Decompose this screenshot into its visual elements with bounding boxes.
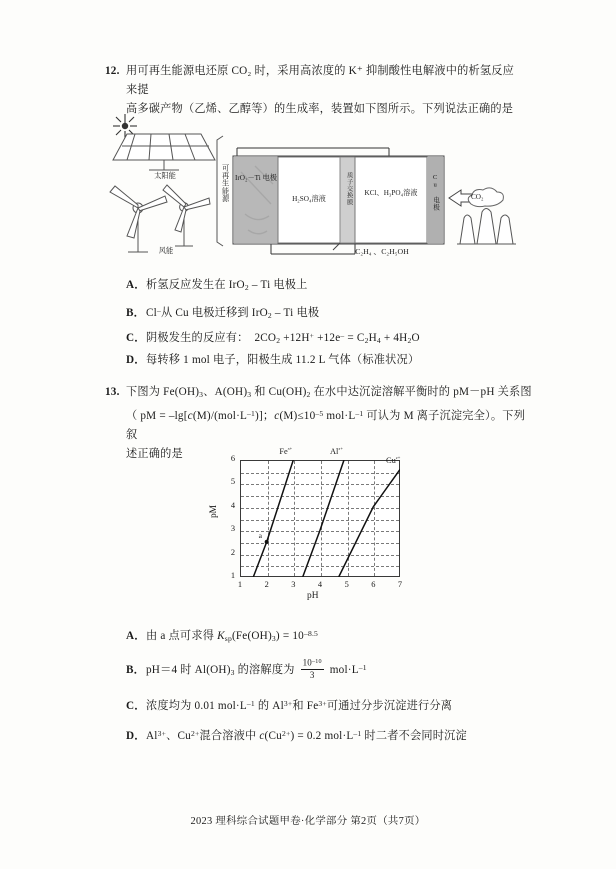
chart-ytick: 5 xyxy=(230,477,235,487)
chart-series-label: $Al^{^{3+}}$ xyxy=(330,447,344,456)
question-13-line-3: 述正确的是 xyxy=(126,448,183,461)
question-13-line-1: 下图为 $Fe(OH)_3$、$A(OH)_3$ 和 $Cu(OH)_2$ 在水中达沉淀溶解平衡时的 pM－pH 关系图 xyxy=(126,386,532,399)
q13-option-b xyxy=(126,657,367,681)
chart-xtick: 1 xyxy=(237,580,243,589)
chart-ytick: 3 xyxy=(230,524,235,534)
chart-ylabel: pM xyxy=(209,505,219,519)
anolyte-label: H₂SO₄溶液 xyxy=(292,195,326,203)
pm-ph-chart xyxy=(203,443,428,613)
question-12-line-1: 用可再生能源电还原 CO₂ 时，采用高浓度的 K⁺ 抑制酸性电解液中的析氢反应来提 xyxy=(126,65,515,96)
q13-option-d-label: D． xyxy=(126,730,146,743)
q12-option-a-text: 析氢反应发生在 IrO$_2$ – Ti 电极上 xyxy=(146,279,308,292)
co2-inlet-label: CO₂ xyxy=(471,193,484,201)
chart-xtick: 3 xyxy=(291,580,296,589)
chart-series-label: $Fe^{^{3+}}$ xyxy=(279,447,293,456)
chart-series-layer xyxy=(240,460,400,577)
chart-point-marker xyxy=(265,540,269,544)
q12-option-d xyxy=(126,352,419,369)
question-12-line-2: 高多碳产物（乙烯、乙醇等）的生成率，装置如下图所示。下列说法正确的是 xyxy=(126,103,514,115)
q13-option-a-label: A． xyxy=(126,630,146,643)
q13-option-b-text: pH＝4 时 $Al(OH)_3$ 的溶解度为 $\frac{10^{-10}}{3}$ $mol\cdot L^{-1}$ xyxy=(146,657,367,680)
q12-option-b xyxy=(126,302,319,324)
question-12 xyxy=(105,62,525,119)
q12-option-b-label: B． xyxy=(126,307,146,320)
q12-option-d-text: 每转移 1 mol 电子，阳极生成 11.2 L 气体（标准状况） xyxy=(146,354,420,366)
solar-panel-icon xyxy=(113,134,215,170)
q12-option-c-label: C． xyxy=(126,332,146,345)
wind-turbine-icon-left xyxy=(110,186,167,252)
membrane-label: 质子交换膜 xyxy=(345,172,353,206)
q13-option-a xyxy=(126,625,318,647)
q12-option-a-label: A． xyxy=(126,279,146,291)
q12-option-a xyxy=(126,277,308,296)
q13-option-d-text: $Al^{3+}$、$Cu^{2+}$混合溶液中 $c(Cu^{2+}) = 0.2$ $mol\cdot L^{-1}$ 时二者不会同时沉淀 xyxy=(146,729,467,743)
chart-ytick: 4 xyxy=(230,500,235,510)
q12-option-c xyxy=(126,327,420,349)
chart-ytick: 2 xyxy=(230,547,235,557)
q13-option-c-text: 浓度均为 0.01 $mol\cdot L^{-1}$ 的 $Al^{3+}$和 $Fe^{3+}$可通过分步沉淀进行分离 xyxy=(146,699,453,713)
q12-option-b-text: Cl–从 Cu 电极迁移到 IrO$_2$ – Ti 电极 xyxy=(146,306,320,321)
solubility-fraction: $\frac{10^{-10}}{3}$ xyxy=(302,657,322,680)
anode-label: IrO₂－Ti 电极 xyxy=(235,174,277,182)
q13-option-a-text: 由 a 点可求得 $K_{sp}(Fe(OH)_3) = 10^{-8.5}$ xyxy=(146,629,319,644)
wind-turbine-icon-right xyxy=(163,185,210,246)
cooling-towers-icon xyxy=(457,209,516,245)
chart-series-line xyxy=(339,469,400,577)
chart-ytick: 6 xyxy=(230,454,235,463)
chart-xtick: 2 xyxy=(264,580,269,589)
solar-label: 太阳能 xyxy=(154,172,176,180)
question-13-line-2: （ pM = $-\lg[c(M)/(mol\cdot L^{-1})]$；$c(M)\le 10^{-5}$ $mol\cdot L^{-1}$ 可认为 M 离子沉淀完全）。下列叙 xyxy=(126,408,525,442)
chart-xlabel: pH xyxy=(307,591,319,601)
chart-xtick: 5 xyxy=(344,580,349,589)
chart-series-label: $Cu^{^{2+}}$ xyxy=(386,456,401,466)
catholyte-label: KCl、H₃PO₄溶液 xyxy=(364,189,418,197)
q12-option-c-text: 阴极发生的反应有： $2CO_2 +12H^+ +12e^- = C_2H_4 + 4H_2O$ xyxy=(146,331,420,346)
chart-xtick: 7 xyxy=(397,580,403,589)
chart-series-line xyxy=(303,460,344,577)
q13-option-c xyxy=(126,695,452,715)
question-12-number: 12. xyxy=(105,65,120,77)
cathode-label: Cu 电极 xyxy=(431,174,439,211)
renewable-label: 可再生能源 xyxy=(221,164,230,203)
chart-xtick: 6 xyxy=(371,580,376,589)
wind-label: 风能 xyxy=(158,247,174,255)
products-label: C₂H₄ 、C₂H₅OH xyxy=(355,247,409,256)
chart-point-label: a xyxy=(258,530,263,540)
chart-xtick: 4 xyxy=(317,580,323,589)
q12-option-d-label: D． xyxy=(126,354,146,366)
catholyte-compartment xyxy=(355,157,427,243)
page-footer: 2023 理科综合试题甲卷·化学部分 第2页（共7页） xyxy=(190,816,426,827)
anode-block xyxy=(234,157,278,243)
question-13-number: 13. xyxy=(105,386,120,398)
electrolysis-apparatus-diagram xyxy=(105,112,525,260)
q13-option-c-label: C． xyxy=(126,700,146,713)
chart-ytick: 1 xyxy=(230,571,235,580)
q13-option-b-label: B． xyxy=(126,663,146,676)
q13-option-d xyxy=(126,725,467,745)
chart-series-line xyxy=(253,460,293,577)
